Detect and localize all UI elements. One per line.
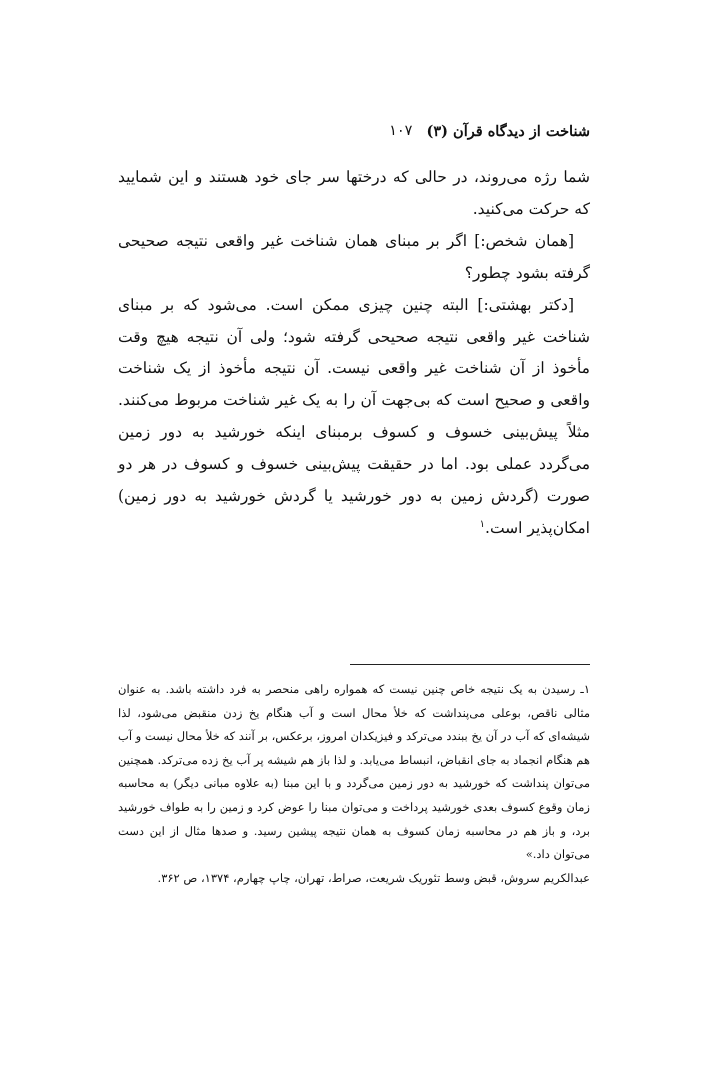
main-text: [118, 162, 590, 545]
page-number: ۱۰۷: [389, 123, 413, 139]
running-header: [118, 118, 590, 144]
paragraph-3: [118, 290, 590, 545]
paragraph-3-text: [دکتر بهشتی:] البته چنین چیزی ممکن است. می‌شود که بر مبنای شناخت غیر واقعی نتیجه صحیحی گرفته شود؛ ولی آن نتیجه هیچ وقت مأخوذ از آن شناخت غیر واقعی نیست. آن نتیجه مأخوذ از یک شناخت واقعی و صحیح است که بی‌جهت آن را به یک غیر شناخت مربوط می‌کنند. مثلاً پیش‌بینی خسوف و کسوف برمبنای اینکه خورشید به دور زمین می‌گردد عملی بود. اما در حقیقت پیش‌بینی خسوف و کسوف در هر دو صورت (گردش زمین به دور خورشید یا گردش خورشید به دور زمین) امکان‌پذیر است.: [118, 295, 590, 537]
chapter-title: شناخت از دیدگاه قرآن (۳): [426, 122, 590, 140]
footnotes: [118, 678, 590, 890]
footnote-1: ۱ـ رسیدن به یک نتیجه خاص چنین نیست که همواره راهی منحصر به فرد داشته باشد. به عنوان مثالی ناقص، بوعلی می‌پنداشت که خلأ محال است و آب هنگام یخ زدن منقبض می‌شود، لذا شیشه‌ای که آب در آن یخ ببندد می‌ترکد و فیزیکدان امروز، برعکس، بر آنند که خلأ محال نیست و آب هم هنگام انجماد به جای انقباض، انبساط می‌یابد. و لذا باز هم شیشه پر آب یخ زده می‌ترکد. همچنین می‌توان پنداشت که خورشید به دور زمین می‌گردد و با این مبنا (به علاوه مبانی دیگر) به محاسبه زمان وقوع کسوف بعدی خورشید پرداخت و می‌توان مبنا را عوض کرد و زمین را به طواف خورشید برد، و باز هم در محاسبه زمان کسوف به همان نتیجه پیشین رسید. و صدها مثال از این دست می‌توان داد.»: [118, 682, 590, 862]
footnote-source: عبدالکریم سروش، قبض وسط تئوریک شریعت، صراط، تهران، چاپ چهارم، ۱۳۷۴، ص ۳۶۲.: [157, 870, 590, 885]
paragraph-2: [همان شخص:] اگر بر مبنای همان شناخت غیر واقعی نتیجه صحیحی گرفته بشود چطور؟: [118, 231, 590, 282]
paragraph-1: شما رژه می‌روند، در حالی که درختها سر جای خود هستند و این شمایید که حرکت می‌کنید.: [118, 168, 590, 218]
footnote-divider: [350, 664, 590, 665]
footnote-reference[interactable]: ۱: [479, 518, 486, 530]
